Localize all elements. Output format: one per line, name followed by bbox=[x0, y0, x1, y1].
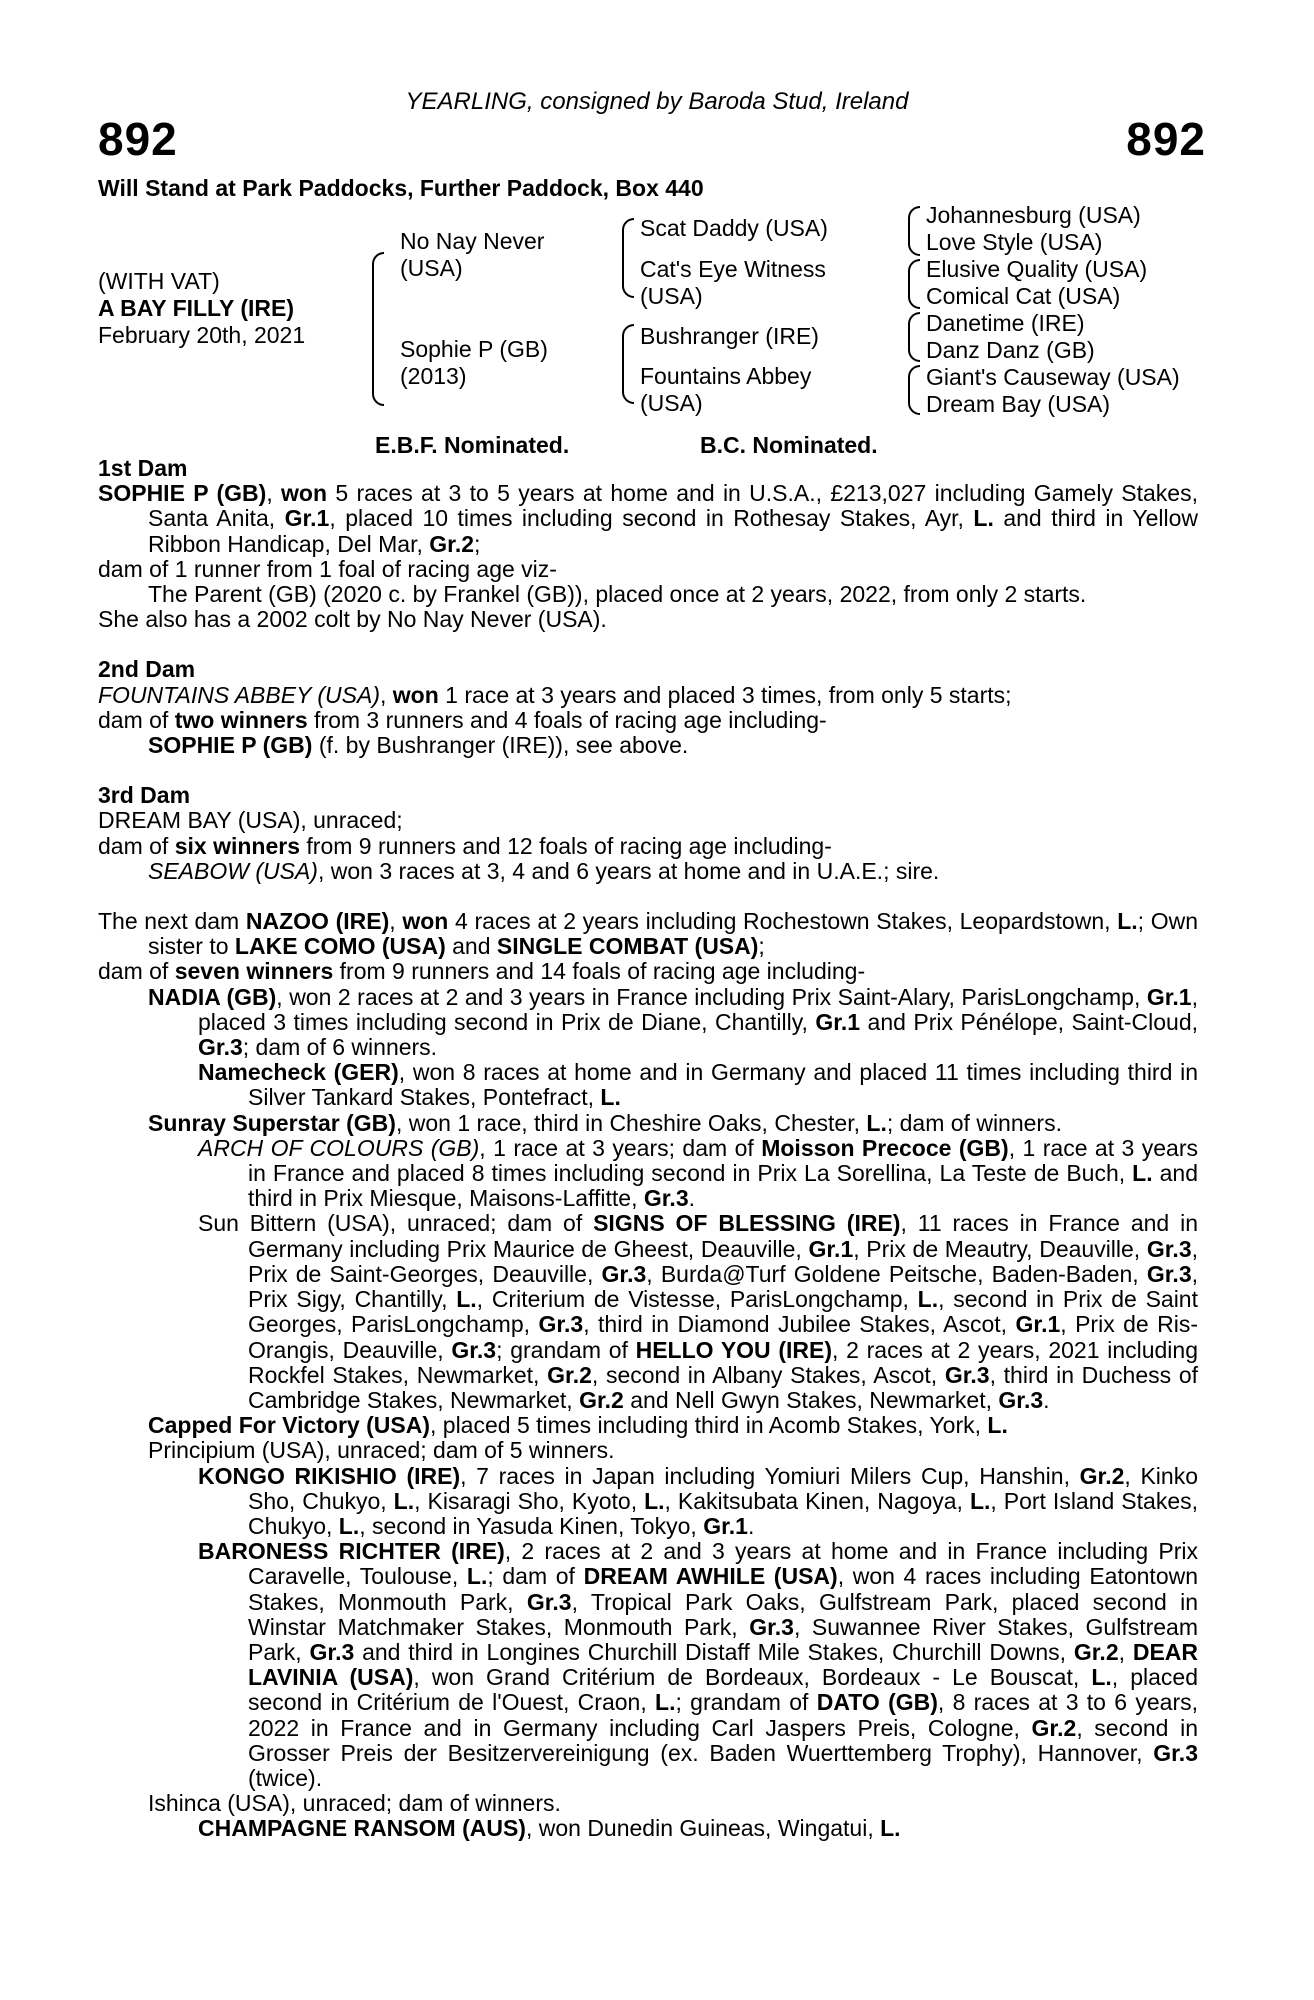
progeny-kongo-rikishio bbox=[98, 1464, 1198, 1540]
progeny-capped-for-victory bbox=[98, 1413, 1198, 1438]
progeny-namecheck bbox=[98, 1060, 1198, 1110]
record-text: from 9 runners and 12 foals of racing age including- bbox=[300, 832, 832, 859]
listed-label: L. bbox=[600, 1084, 621, 1111]
record-text: , 7 races in Japan including Yomiuri Milers Cup, Hanshin, bbox=[460, 1462, 1080, 1489]
record-text: dam of bbox=[98, 832, 175, 859]
record-text: , third in Diamond Jubilee Stakes, Ascot, bbox=[583, 1311, 1016, 1338]
sire-sire: Scat Daddy (USA) bbox=[640, 215, 828, 241]
record-text: , third in Duchess of Cambridge Stakes, Newmarket, bbox=[248, 1361, 1199, 1413]
record-text: 4 races at 2 years including Rochestown Stakes, Leopardstown, bbox=[448, 908, 1118, 935]
progeny-name: DEAR LAVINIA (USA) bbox=[248, 1638, 1198, 1691]
grade-label: Gr.3 bbox=[309, 1638, 355, 1665]
record-text: ; dam of 6 winners. bbox=[242, 1034, 438, 1061]
first-dam-progeny: The Parent (GB) (2020 c. by Frankel (GB)), placed once at 2 years, 2022, from only 2 starts. bbox=[148, 581, 1087, 608]
grade-label: Gr.1 bbox=[703, 1512, 748, 1539]
record-text: , second in Grosser Preis der Besitzervereinigung (ex. Baden Wuerttemberg Trophy), Hannover, bbox=[248, 1714, 1198, 1766]
progeny-name: DATO (GB) bbox=[816, 1689, 938, 1716]
record-text: ; bbox=[758, 933, 765, 960]
listed-label: L. bbox=[1091, 1664, 1112, 1691]
record-text: and Prix Pénélope, Saint-Cloud, bbox=[860, 1008, 1199, 1035]
grade-label: Gr.3 bbox=[198, 1034, 243, 1061]
next-dam-record bbox=[98, 909, 1198, 959]
record-text: , placed second in Critérium de l'Ouest, Craon, bbox=[248, 1664, 1198, 1716]
third-dam-record: DREAM BAY (USA), unraced; bbox=[98, 807, 403, 834]
record-text: , Kisaragi Sho, Kyoto, bbox=[414, 1487, 645, 1514]
grade-label: Gr.1 bbox=[808, 1235, 854, 1262]
brace-horse bbox=[372, 252, 384, 406]
record-text: , Prix Sigy, Chantilly, bbox=[248, 1260, 1199, 1313]
listed-label: L. bbox=[1132, 1160, 1153, 1187]
record-text: (f. by Bushranger (IRE)), see above. bbox=[312, 732, 689, 759]
sire-dam-country: (USA) bbox=[640, 283, 703, 309]
dam-produce-record bbox=[98, 456, 1198, 1842]
won-label: won bbox=[402, 908, 449, 935]
record-text: dam of bbox=[98, 706, 175, 733]
horse-dob: February 20th, 2021 bbox=[98, 322, 306, 348]
record-text: and bbox=[445, 933, 497, 960]
record-text: (twice). bbox=[248, 1764, 323, 1791]
grade-label: Gr.3 bbox=[1146, 1260, 1192, 1287]
record-text: , won 1 race, third in Cheshire Oaks, Chester, bbox=[395, 1109, 867, 1136]
listed-label: L. bbox=[917, 1286, 939, 1313]
record-text: , Criterium de Vistesse, ParisLongchamp, bbox=[476, 1286, 918, 1313]
progeny-ishinca: Ishinca (USA), unraced; dam of winners. bbox=[148, 1790, 561, 1817]
record-text: from 3 runners and 4 foals of racing age including- bbox=[307, 706, 827, 733]
grade-label: Gr.3 bbox=[538, 1311, 584, 1338]
record-text: ; grandam of bbox=[496, 1336, 636, 1363]
record-text: , bbox=[389, 908, 403, 935]
progeny-champagne-ransom bbox=[98, 1816, 1198, 1841]
spacer bbox=[98, 758, 1198, 783]
third-dam-heading: 3rd Dam bbox=[98, 782, 191, 809]
grade-label: Gr.2 bbox=[1073, 1638, 1119, 1665]
listed-label: L. bbox=[1117, 908, 1138, 935]
record-text: , 8 races at 3 to 6 years, 2022 in France and in Germany including Carl Jaspers Preis, Cologne, bbox=[248, 1689, 1198, 1741]
record-text: dam of bbox=[98, 958, 175, 985]
dam-dam-country: (USA) bbox=[640, 390, 703, 416]
record-text: , Prix de Meautry, Deauville, bbox=[853, 1235, 1147, 1262]
record-text: , won 2 races at 2 and 3 years in France including Prix Saint-Alary, ParisLongchamp, bbox=[276, 983, 1147, 1010]
brace-sire bbox=[622, 218, 634, 298]
listed-label: L. bbox=[973, 505, 994, 532]
record-text: , won Dunedin Guineas, Wingatui, bbox=[525, 1815, 881, 1842]
grade-label: Gr.3 bbox=[451, 1336, 497, 1363]
dam-name: Sophie P (GB) bbox=[400, 336, 548, 362]
progeny-name: HELLO YOU (IRE) bbox=[635, 1336, 833, 1363]
record-text: ; bbox=[474, 530, 481, 557]
brace-3 bbox=[908, 312, 920, 362]
listed-label: L. bbox=[866, 1109, 887, 1136]
record-text: ; dam of bbox=[487, 1563, 584, 1590]
first-dam-also: She also has a 2002 colt by No Nay Never (USA). bbox=[98, 606, 607, 633]
grade-label: Gr.3 bbox=[1146, 1235, 1192, 1262]
progeny-sunray bbox=[98, 1111, 1198, 1136]
won-label: won bbox=[392, 681, 439, 708]
progeny-name: Namecheck (GER) bbox=[198, 1059, 399, 1086]
record-text: , 11 races in France and in Germany including Prix Maurice de Gheest, Deauville, bbox=[248, 1210, 1198, 1262]
grade-label: Gr.3 bbox=[998, 1386, 1044, 1413]
grade-label: Gr.1 bbox=[1146, 983, 1192, 1010]
record-text: 1 race at 3 years and placed 3 times, from only 5 starts; bbox=[438, 681, 1012, 708]
dam-dam-name: Fountains Abbey bbox=[640, 363, 812, 389]
record-text: , second in Prix de Saint Georges, ParisLongchamp, bbox=[248, 1286, 1198, 1338]
grade-label: Gr.1 bbox=[815, 1008, 861, 1035]
record-text: and Nell Gwyn Stakes, Newmarket, bbox=[623, 1386, 999, 1413]
winners-count: six winners bbox=[174, 832, 300, 859]
record-text: ; Own sister to bbox=[148, 908, 1198, 960]
record-text: , Tropical Park Oaks, Gulfstream Park, placed second in Winstar Matchmaker Stakes, Monmouth Park, bbox=[248, 1588, 1198, 1640]
lot-number-left: 892 bbox=[98, 113, 178, 165]
record-text: Sun Bittern (USA), unraced; dam of bbox=[198, 1210, 594, 1237]
sibling-name: SINGLE COMBAT (USA) bbox=[496, 933, 759, 960]
sibling-name: LAKE COMO (USA) bbox=[234, 933, 446, 960]
record-text: , won Grand Critérium de Bordeaux, Bordeaux - Le Bouscat, bbox=[413, 1664, 1092, 1691]
next-dam-dam-of bbox=[98, 959, 1198, 984]
dam-year: (2013) bbox=[400, 363, 467, 389]
record-text: , Burda@Turf Goldene Peitsche, Baden-Baden, bbox=[646, 1260, 1147, 1287]
progeny-name: NADIA (GB) bbox=[148, 983, 277, 1010]
ped-dsd: Danz Danz (GB) bbox=[926, 337, 1095, 363]
record-text: . bbox=[1043, 1386, 1050, 1413]
vat-note: (WITH VAT) bbox=[98, 268, 220, 294]
progeny-baroness-richter bbox=[98, 1539, 1198, 1791]
record-text: The next dam bbox=[98, 908, 246, 935]
progeny-sun-bittern bbox=[98, 1211, 1198, 1413]
record-text: , 1 race at 3 years; dam of bbox=[479, 1134, 762, 1161]
ped-ssd: Love Style (USA) bbox=[926, 229, 1103, 255]
winners-count: two winners bbox=[174, 706, 308, 733]
progeny-arch-of-colours bbox=[98, 1136, 1198, 1212]
sire-dam-name: Cat's Eye Witness bbox=[640, 256, 826, 282]
record-text: , won 3 races at 3, 4 and 6 years at home and in U.A.E.; sire. bbox=[317, 857, 940, 884]
progeny-name: BARONESS RICHTER (IRE) bbox=[198, 1538, 505, 1565]
record-text: , won 4 races including Eatontown Stakes, Monmouth Park, bbox=[248, 1563, 1199, 1615]
listed-label: L. bbox=[466, 1563, 488, 1590]
won-label: won bbox=[281, 480, 328, 507]
progeny-name: SOPHIE P (GB) bbox=[148, 732, 313, 759]
grade-label: Gr.3 bbox=[601, 1260, 647, 1287]
progeny-name: Sunray Superstar (GB) bbox=[148, 1109, 396, 1136]
record-text: 5 races at 3 to 5 years at home and in U.S.A., £213,027 including Gamely Stakes, Santa Anita, bbox=[148, 480, 1198, 532]
record-text: , second in Yasuda Kinen, Tokyo, bbox=[359, 1512, 704, 1539]
grade-label: Gr.3 bbox=[526, 1588, 572, 1615]
listed-label: L. bbox=[880, 1815, 901, 1842]
record-text: , Port Island Stakes, Chukyo, bbox=[248, 1487, 1198, 1539]
listed-label: L. bbox=[644, 1487, 665, 1514]
brace-dam bbox=[622, 324, 634, 404]
grade-label: Gr.2 bbox=[547, 1361, 592, 1388]
progeny-name: SEABOW (USA) bbox=[148, 857, 318, 884]
record-text: , second in Albany Stakes, Ascot, bbox=[591, 1361, 945, 1388]
record-text: , bbox=[1118, 1638, 1133, 1665]
third-dam-progeny bbox=[98, 859, 1198, 884]
listed-label: L. bbox=[987, 1412, 1008, 1439]
record-text: , placed 5 times including third in Acomb Stakes, York, bbox=[430, 1412, 988, 1439]
first-dam-record: SOPHIE P (GB), won 5 races at 3 to 5 years at home and in U.S.A., £213,027 including Gamely Stakes, Santa Anita, Gr.1, placed 10 times including second in Rothesay Stakes, Ayr, L. and third in Yellow Ribbon Handicap, Del Mar, Gr.2; bbox=[98, 480, 1198, 557]
horse-name: A BAY FILLY (IRE) bbox=[98, 295, 294, 321]
record-text: , placed 3 times including second in Prix de Diane, Chantilly, bbox=[198, 983, 1198, 1035]
ebf-nomination: E.B.F. Nominated. bbox=[375, 432, 570, 458]
record-text: , Prix de Ris-Orangis, Deauville, bbox=[248, 1311, 1198, 1363]
brace-2 bbox=[908, 259, 920, 309]
progeny-name: DREAM AWHILE (USA) bbox=[583, 1563, 838, 1590]
record-text: , Prix de Saint-Georges, Deauville, bbox=[248, 1235, 1199, 1287]
progeny-nadia bbox=[98, 985, 1198, 1061]
dam-sire: Bushranger (IRE) bbox=[640, 323, 819, 349]
brace-4 bbox=[908, 365, 920, 415]
winners-count: seven winners bbox=[174, 958, 334, 985]
first-dam-heading: 1st Dam bbox=[98, 455, 188, 481]
grade-label: Gr.2 bbox=[1079, 1462, 1125, 1489]
spacer bbox=[98, 884, 1198, 909]
progeny-name: Moisson Precoce (GB) bbox=[761, 1134, 1009, 1161]
record-text: and third in Prix Miesque, Maisons-Laffitte, bbox=[248, 1160, 1199, 1212]
second-dam-name: FOUNTAINS ABBEY (USA) bbox=[98, 681, 381, 708]
grade-label: Gr.3 bbox=[944, 1361, 990, 1388]
first-dam-name: SOPHIE P (GB) bbox=[98, 480, 267, 507]
progeny-name: SIGNS OF BLESSING (IRE) bbox=[593, 1210, 901, 1237]
record-text: and third in Longines Churchill Distaff Mile Stakes, Churchill Downs, bbox=[354, 1638, 1074, 1665]
record-text: , 1 race at 3 years in France and placed 8 times including second in Prix La Sorellina, La Teste de Buch, bbox=[248, 1134, 1199, 1187]
second-dam-heading: 2nd Dam bbox=[98, 656, 196, 683]
second-dam-progeny bbox=[98, 733, 1198, 758]
lot-number-right: 892 bbox=[1126, 113, 1206, 165]
record-text: . bbox=[747, 1512, 755, 1539]
ped-dss: Danetime (IRE) bbox=[926, 310, 1085, 336]
record-text: , 2 races at 2 years, 2021 including Rockfel Stakes, Newmarket, bbox=[248, 1336, 1198, 1388]
record-text: . bbox=[688, 1185, 696, 1212]
second-dam-record bbox=[98, 683, 1198, 708]
grade-label: Gr.3 bbox=[749, 1613, 794, 1640]
ped-dds: Giant's Causeway (USA) bbox=[926, 364, 1180, 390]
spacer bbox=[98, 632, 1198, 657]
catalogue-heading: YEARLING, consigned by Baroda Stud, Ireland bbox=[405, 88, 909, 115]
grade-label: Gr.1 bbox=[284, 505, 330, 532]
ped-sds: Elusive Quality (USA) bbox=[926, 256, 1148, 282]
listed-label: L. bbox=[456, 1286, 477, 1313]
next-dam-name: NAZOO (IRE) bbox=[245, 908, 390, 935]
record-text: from 9 runners and 14 foals of racing age including- bbox=[333, 958, 866, 985]
grade-label: Gr.2 bbox=[1031, 1714, 1077, 1741]
ped-sss: Johannesburg (USA) bbox=[926, 202, 1141, 228]
record-text: , Suwannee River Stakes, Gulfstream Park, bbox=[248, 1613, 1198, 1665]
ped-ddd: Dream Bay (USA) bbox=[926, 391, 1111, 417]
progeny-name: CHAMPAGNE RANSOM (AUS) bbox=[198, 1815, 526, 1842]
second-dam-dam-of bbox=[98, 708, 1198, 733]
record-text: , placed 10 times including second in Rothesay Stakes, Ayr, bbox=[329, 505, 974, 532]
progeny-name: KONGO RIKISHIO (IRE) bbox=[198, 1462, 461, 1489]
grade-label: Gr.3 bbox=[1153, 1739, 1198, 1766]
bc-nomination: B.C. Nominated. bbox=[700, 432, 878, 458]
record-text: , bbox=[380, 681, 393, 708]
grade-label: Gr.3 bbox=[643, 1185, 689, 1212]
sire-name: No Nay Never bbox=[400, 228, 545, 254]
listed-label: L. bbox=[655, 1689, 676, 1716]
progeny-name: Capped For Victory (USA) bbox=[148, 1412, 430, 1439]
progeny-name: ARCH OF COLOURS (GB) bbox=[198, 1134, 480, 1161]
brace-1 bbox=[908, 206, 920, 256]
stand-location: Will Stand at Park Paddocks, Further Paddock, Box 440 bbox=[98, 175, 704, 201]
grade-label: Gr.2 bbox=[429, 530, 475, 557]
record-text: , 2 races at 2 and 3 years at home and in France including Prix Caravelle, Toulouse, bbox=[248, 1538, 1198, 1590]
first-dam-dam-of: dam of 1 runner from 1 foal of racing age viz- bbox=[98, 555, 557, 582]
ped-sdd: Comical Cat (USA) bbox=[926, 283, 1121, 309]
record-text: ; dam of winners. bbox=[886, 1109, 1062, 1136]
progeny-principium: Principium (USA), unraced; dam of 5 winners. bbox=[148, 1437, 615, 1464]
grade-label: Gr.1 bbox=[1015, 1311, 1061, 1338]
sire-country: (USA) bbox=[400, 255, 463, 281]
record-text: , Kakitsubata Kinen, Nagoya, bbox=[664, 1487, 970, 1514]
listed-label: L. bbox=[393, 1487, 415, 1514]
listed-label: L. bbox=[338, 1512, 360, 1539]
record-text: ; grandam of bbox=[675, 1689, 817, 1716]
record-text: , Kinko Sho, Chukyo, bbox=[248, 1462, 1198, 1514]
third-dam-dam-of bbox=[98, 834, 1198, 859]
listed-label: L. bbox=[969, 1487, 991, 1514]
record-text: and third in Yellow Ribbon Handicap, Del Mar, bbox=[148, 505, 1198, 557]
grade-label: Gr.2 bbox=[579, 1386, 624, 1413]
record-text: , won 8 races at home and in Germany and placed 11 times including third in Silver Tankard Stakes, Pontefract, bbox=[248, 1059, 1198, 1111]
